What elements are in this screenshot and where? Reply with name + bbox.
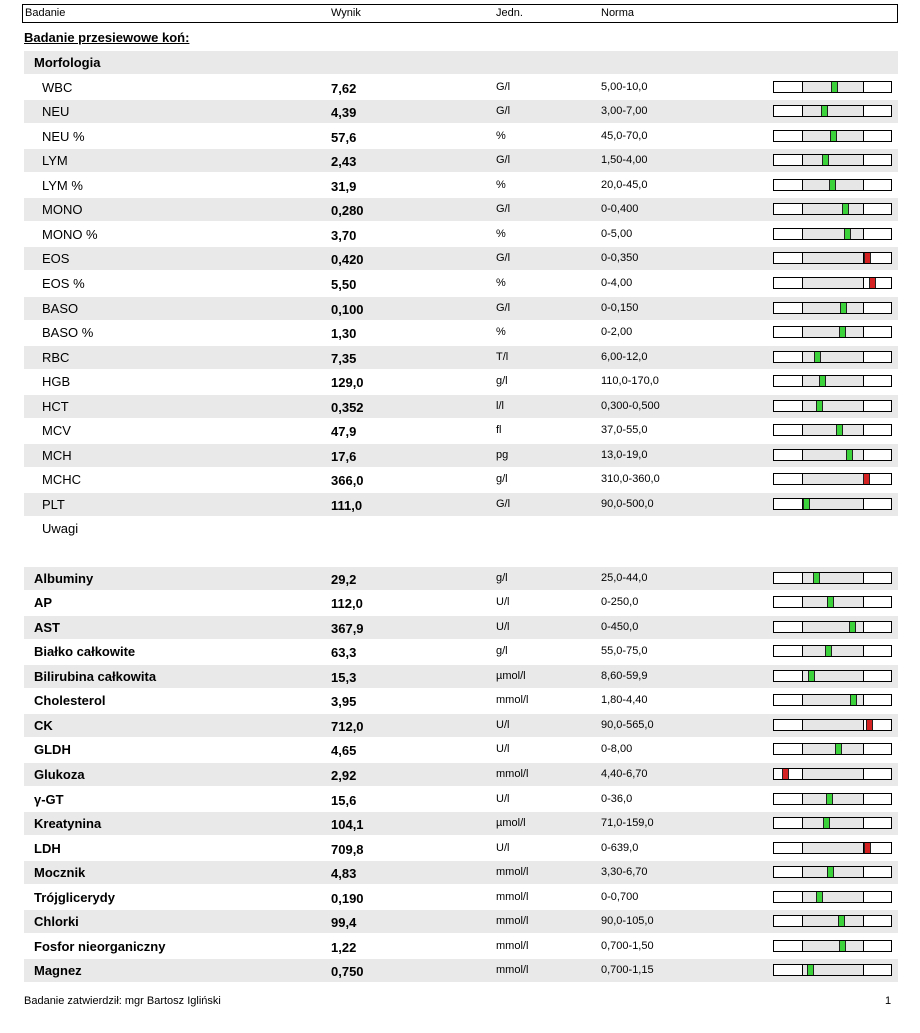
result-row (24, 247, 898, 270)
range-gauge (773, 670, 892, 682)
range-gauge (773, 400, 892, 412)
range-marker (849, 622, 856, 632)
test-norm: 90,0-105,0 (601, 915, 654, 928)
test-norm: 90,0-500,0 (601, 497, 654, 510)
test-result: 7,62 (331, 80, 357, 96)
test-norm: 1,80-4,40 (601, 694, 648, 707)
test-unit: % (496, 227, 506, 240)
range-gauge (773, 228, 892, 240)
range-gauge (773, 621, 892, 633)
result-row (24, 738, 898, 761)
test-name: Glukoza (34, 766, 85, 782)
test-name: EOS (42, 251, 70, 267)
header-result: Wynik (331, 7, 361, 19)
test-result: 4,39 (331, 105, 357, 121)
test-unit: G/l (496, 154, 511, 167)
range-marker (816, 401, 823, 411)
test-result: 104,1 (331, 817, 364, 833)
test-name: Trójglicerydy (34, 889, 115, 905)
test-norm: 0-0,700 (601, 890, 639, 903)
range-marker (822, 155, 829, 165)
test-norm: 0-5,00 (601, 227, 633, 240)
range-marker (850, 695, 857, 705)
test-norm: 0-0,150 (601, 301, 639, 314)
range-marker (827, 597, 834, 607)
test-result: 29,2 (331, 571, 357, 587)
range-marker (823, 818, 830, 828)
test-norm: 55,0-75,0 (601, 645, 648, 658)
test-unit: % (496, 178, 506, 191)
test-result: 15,6 (331, 792, 357, 808)
range-marker (831, 82, 838, 92)
range-gauge (773, 793, 892, 805)
test-result: 0,100 (331, 301, 364, 317)
result-row (24, 174, 898, 197)
test-name: Chlorki (34, 914, 79, 930)
test-unit: fl (496, 424, 502, 437)
remarks-row (24, 517, 898, 540)
test-result: 0,190 (331, 890, 364, 906)
test-name: Bilirubina całkowita (34, 668, 157, 684)
result-row (24, 370, 898, 393)
test-result: 0,352 (331, 399, 364, 415)
result-row (24, 616, 898, 639)
range-marker (869, 278, 876, 288)
test-name: γ-GT (34, 791, 64, 807)
test-unit: G/l (496, 80, 511, 93)
test-name: LYM % (42, 177, 83, 193)
range-gauge (773, 743, 892, 755)
test-result: 0,280 (331, 203, 364, 219)
test-result: 3,95 (331, 694, 357, 710)
test-unit: mmol/l (496, 939, 529, 952)
range-marker (821, 106, 828, 116)
test-unit: g/l (496, 473, 508, 486)
range-gauge (773, 891, 892, 903)
range-gauge (773, 694, 892, 706)
test-name: AP (34, 595, 53, 611)
test-result: 99,4 (331, 915, 357, 931)
result-row (24, 591, 898, 614)
test-unit: µmol/l (496, 817, 526, 830)
test-unit: % (496, 276, 506, 289)
test-norm: 0-2,00 (601, 326, 633, 339)
result-row (24, 714, 898, 737)
test-unit: G/l (496, 252, 511, 265)
range-marker (836, 425, 843, 435)
range-gauge (773, 81, 892, 93)
test-result: 111,0 (331, 497, 363, 513)
test-result: 0,420 (331, 252, 364, 268)
test-name: MONO (42, 202, 83, 218)
test-result: 4,65 (331, 743, 357, 759)
test-unit: G/l (496, 497, 511, 510)
range-gauge (773, 842, 892, 854)
test-name: WBC (42, 79, 73, 95)
result-row (24, 272, 898, 295)
test-norm: 0-639,0 (601, 841, 639, 854)
range-gauge (773, 351, 892, 363)
range-gauge (773, 964, 892, 976)
test-norm: 110,0-170,0 (601, 375, 659, 388)
test-name: HCT (42, 398, 69, 414)
range-gauge (773, 252, 892, 264)
test-name: MONO % (42, 226, 98, 242)
test-unit: U/l (496, 718, 510, 731)
range-marker (819, 376, 826, 386)
test-norm: 0-4,00 (601, 276, 633, 289)
test-result: 3,70 (331, 227, 357, 243)
test-norm: 3,30-6,70 (601, 866, 648, 879)
test-norm: 71,0-159,0 (601, 817, 654, 830)
result-row (24, 935, 898, 958)
test-result: 47,9 (331, 424, 357, 440)
test-unit: pg (496, 448, 509, 461)
test-unit: G/l (496, 301, 511, 314)
test-norm: 25,0-44,0 (601, 571, 648, 584)
range-marker (866, 720, 873, 730)
range-gauge (773, 572, 892, 584)
range-marker (830, 131, 837, 141)
range-marker (813, 573, 820, 583)
test-norm: 0-250,0 (601, 596, 639, 609)
range-gauge (773, 326, 892, 338)
range-marker (829, 180, 836, 190)
test-name: CK (34, 717, 53, 733)
result-row (24, 149, 898, 172)
test-name: MCHC (42, 472, 81, 488)
test-norm: 0,300-0,500 (601, 399, 660, 412)
test-name: RBC (42, 349, 70, 365)
test-unit: l/l (496, 399, 504, 412)
test-unit: µmol/l (496, 669, 526, 682)
range-gauge (773, 424, 892, 436)
test-result: 4,83 (331, 866, 357, 882)
range-marker (826, 794, 833, 804)
test-result: 2,92 (331, 767, 357, 783)
range-marker (863, 474, 870, 484)
result-row (24, 493, 898, 516)
range-gauge (773, 473, 892, 485)
test-norm: 0-450,0 (601, 620, 639, 633)
test-result: 2,43 (331, 154, 357, 170)
test-unit: U/l (496, 620, 510, 633)
range-gauge (773, 915, 892, 927)
test-unit: U/l (496, 743, 510, 756)
range-gauge (773, 203, 892, 215)
test-result: 0,750 (331, 964, 364, 980)
test-name: BASO (42, 300, 79, 316)
test-norm: 310,0-360,0 (601, 473, 660, 486)
result-row (24, 640, 898, 663)
group-title-row (24, 51, 898, 74)
range-gauge (773, 719, 892, 731)
test-result: 709,8 (331, 841, 364, 857)
range-marker (842, 204, 849, 214)
range-gauge (773, 817, 892, 829)
test-name: Fosfor nieorganiczny (34, 938, 166, 954)
test-unit: % (496, 129, 506, 142)
test-unit: G/l (496, 203, 511, 216)
range-marker (807, 965, 814, 975)
test-result: 1,30 (331, 326, 357, 342)
test-unit: G/l (496, 105, 511, 118)
range-gauge (773, 498, 892, 510)
range-gauge (773, 449, 892, 461)
test-unit: mmol/l (496, 767, 529, 780)
range-gauge (773, 277, 892, 289)
test-norm: 37,0-55,0 (601, 424, 648, 437)
range-gauge (773, 866, 892, 878)
header-unit: Jedn. (496, 7, 523, 19)
result-row (24, 959, 898, 982)
test-unit: g/l (496, 645, 508, 658)
range-marker (844, 229, 851, 239)
test-unit: g/l (496, 375, 508, 388)
test-name: AST (34, 619, 60, 635)
range-marker (816, 892, 823, 902)
test-norm: 3,00-7,00 (601, 105, 648, 118)
test-name: NEU % (42, 128, 85, 144)
range-marker (814, 352, 821, 362)
test-norm: 6,00-12,0 (601, 350, 648, 363)
test-unit: U/l (496, 792, 510, 805)
range-marker (808, 671, 815, 681)
header-name: Badanie (25, 7, 66, 19)
result-row (24, 788, 898, 811)
result-row (24, 321, 898, 344)
test-unit: g/l (496, 571, 508, 584)
page-number: 1 (885, 995, 892, 1007)
group-title: Morfologia (34, 55, 101, 70)
range-gauge (773, 768, 892, 780)
range-marker (835, 744, 842, 754)
range-gauge (773, 105, 892, 117)
range-gauge (773, 645, 892, 657)
range-gauge (773, 596, 892, 608)
result-row (24, 861, 898, 884)
test-result: 1,22 (331, 939, 357, 955)
result-row (24, 297, 898, 320)
result-row (24, 812, 898, 835)
test-unit: U/l (496, 841, 510, 854)
test-unit: mmol/l (496, 866, 529, 879)
result-row (24, 910, 898, 933)
test-unit: mmol/l (496, 964, 529, 977)
test-norm: 0-8,00 (601, 743, 633, 756)
test-norm: 20,0-45,0 (601, 178, 648, 191)
test-result: 366,0 (331, 473, 364, 489)
test-name: Mocznik (34, 865, 86, 881)
test-name: Białko całkowite (34, 644, 136, 660)
result-row (24, 763, 898, 786)
result-row (24, 419, 898, 442)
test-result: 57,6 (331, 129, 357, 145)
range-marker (825, 646, 832, 656)
test-norm: 0-0,350 (601, 252, 639, 265)
test-unit: mmol/l (496, 890, 529, 903)
test-norm: 0,700-1,50 (601, 939, 654, 952)
test-norm: 13,0-19,0 (601, 448, 648, 461)
range-marker (840, 303, 847, 313)
test-norm: 45,0-70,0 (601, 129, 648, 142)
test-unit: T/l (496, 350, 509, 363)
test-name: LDH (34, 840, 61, 856)
test-result: 712,0 (331, 718, 364, 734)
test-norm: 0-36,0 (601, 792, 633, 805)
test-name: MCH (42, 447, 72, 463)
test-result: 63,3 (331, 645, 357, 661)
test-result: 367,9 (331, 620, 364, 636)
result-row (24, 76, 898, 99)
approved-by: Badanie zatwierdził: mgr Bartosz Igliński (24, 995, 221, 1007)
test-norm: 1,50-4,00 (601, 154, 648, 167)
test-norm: 4,40-6,70 (601, 767, 648, 780)
test-norm: 0,700-1,15 (601, 964, 654, 977)
test-name: BASO % (42, 325, 94, 341)
table-header (22, 4, 898, 23)
range-gauge (773, 179, 892, 191)
test-name: PLT (42, 496, 65, 512)
test-name: MCV (42, 423, 71, 439)
range-marker (782, 769, 789, 779)
test-result: 7,35 (331, 350, 357, 366)
result-row (24, 886, 898, 909)
range-gauge (773, 375, 892, 387)
result-row (24, 689, 898, 712)
test-name: Magnez (34, 963, 82, 979)
test-result: 17,6 (331, 448, 357, 464)
test-name: HGB (42, 374, 71, 390)
range-marker (846, 450, 853, 460)
test-name: LYM (42, 153, 68, 169)
test-unit: mmol/l (496, 915, 529, 928)
test-result: 112,0 (331, 596, 363, 612)
test-name: Kreatynina (34, 816, 102, 832)
test-norm: 8,60-59,9 (601, 669, 648, 682)
result-row (24, 395, 898, 418)
result-row (24, 223, 898, 246)
test-result: 31,9 (331, 178, 357, 194)
section-title: Badanie przesiewowe koń: (24, 30, 190, 45)
result-row (24, 837, 898, 860)
header-norm: Norma (601, 7, 635, 19)
range-marker (864, 843, 871, 853)
test-unit: U/l (496, 596, 510, 609)
range-gauge (773, 302, 892, 314)
test-name: Cholesterol (34, 693, 106, 709)
result-row (24, 125, 898, 148)
test-name: EOS % (42, 275, 85, 291)
test-unit: % (496, 326, 506, 339)
result-row (24, 346, 898, 369)
range-gauge (773, 130, 892, 142)
test-result: 5,50 (331, 276, 357, 292)
test-unit: mmol/l (496, 694, 529, 707)
result-row (24, 100, 898, 123)
test-name: GLDH (34, 742, 71, 758)
range-marker (827, 867, 834, 877)
test-result: 15,3 (331, 669, 357, 685)
range-marker (839, 327, 846, 337)
range-marker (803, 499, 810, 509)
range-gauge (773, 940, 892, 952)
test-result: 129,0 (331, 375, 364, 391)
range-marker (838, 916, 845, 926)
range-gauge (773, 154, 892, 166)
result-row (24, 665, 898, 688)
result-row (24, 468, 898, 491)
remarks-label: Uwagi (42, 521, 79, 537)
test-name: NEU (42, 104, 70, 120)
test-norm: 5,00-10,0 (601, 80, 648, 93)
range-marker (864, 253, 871, 263)
range-marker (839, 941, 846, 951)
result-row (24, 198, 898, 221)
result-row (24, 444, 898, 467)
test-norm: 90,0-565,0 (601, 718, 654, 731)
test-norm: 0-0,400 (601, 203, 639, 216)
result-row (24, 567, 898, 590)
test-name: Albuminy (34, 570, 94, 586)
